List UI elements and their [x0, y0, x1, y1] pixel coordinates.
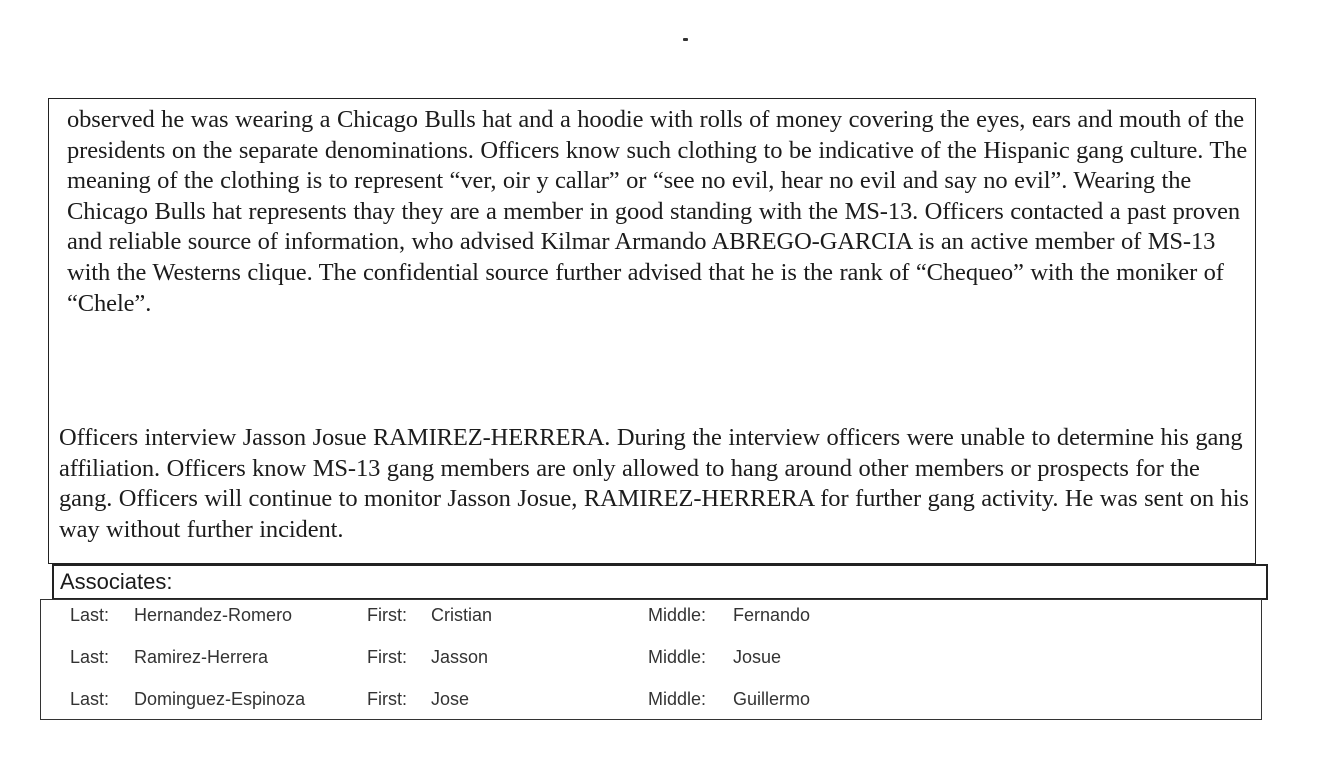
- last-name-label: Last:: [70, 647, 110, 667]
- last-name-value: Ramirez-Herrera: [134, 647, 269, 667]
- middle-name-value: Fernando: [733, 605, 811, 625]
- last-name-label: Last:: [70, 605, 110, 625]
- associates-title: Associates:: [60, 569, 173, 594]
- middle-name-label: Middle:: [648, 689, 707, 709]
- first-name-label: First:: [367, 647, 407, 667]
- last-name-value: Hernandez-Romero: [134, 605, 293, 625]
- first-name-label: First:: [367, 689, 407, 709]
- middle-name-label: Middle:: [648, 605, 707, 625]
- middle-name-label: Middle:: [648, 647, 707, 667]
- associate-row: [41, 644, 1261, 670]
- first-name-value: Jasson: [431, 647, 489, 667]
- first-name-label: First:: [367, 605, 407, 625]
- middle-name-value: Josue: [733, 647, 782, 667]
- narrative-box: [48, 98, 1256, 564]
- scan-speck: [683, 38, 688, 41]
- associate-row: [41, 602, 1261, 628]
- narrative-paragraph-2: Officers interview Jasson Josue RAMIREZ-HERRERA. During the interview officers were unable to determine his gang affiliation. Officers know MS-13 gang members are only allowed to hang around other members or prospects for the gang. Officers will continue to monitor Jasson Josue, RAMIREZ-HERRERA for further gang activity. He was sent on his way without further incident.: [59, 424, 1249, 543]
- first-name-value: Cristian: [431, 605, 493, 625]
- narrative-paragraph-1: observed he was wearing a Chicago Bulls hat and a hoodie with rolls of money covering the eyes, ears and mouth of the presidents on the separate denominations. Officers know such clothing to be indicative of the Hispanic gang culture. The meaning of the clothing is to represent “ver, oir y callar” or “see no evil, hear no evil and say no evil”. Wearing the Chicago Bulls hat represents thay they are a member in good standing with the MS-13. Officers contacted a past proven and reliable source of information, who advised Kilmar Armando ABREGO-GARCIA is an active member of MS-13 with the Westerns clique. The confidential source further advised that he is the rank of “Chequeo” with the moniker of “Chele”.: [67, 106, 1248, 317]
- middle-name-value: Guillermo: [733, 689, 811, 709]
- first-name-value: Jose: [431, 689, 470, 709]
- last-name-label: Last:: [70, 689, 110, 709]
- associates-table: [40, 599, 1262, 720]
- associate-row: [41, 686, 1261, 712]
- associates-header: [52, 564, 1268, 600]
- last-name-value: Dominguez-Espinoza: [134, 689, 306, 709]
